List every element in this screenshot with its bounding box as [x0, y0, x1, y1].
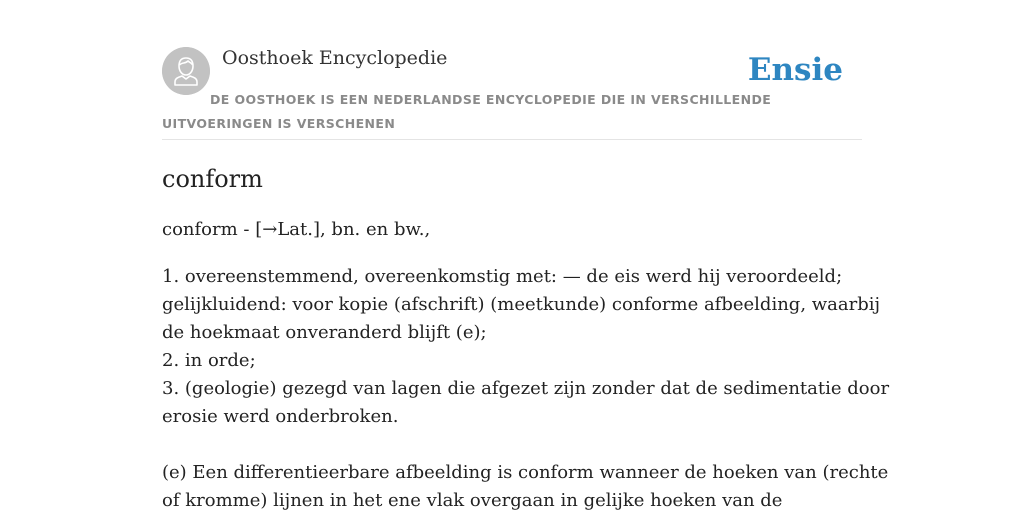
content-column — [162, 0, 890, 511]
body-line: of kromme) lijnen in het ene vlak overgaan in gelijke hoeken van de — [162, 490, 783, 511]
entry-body — [162, 263, 890, 512]
body-line: gelijkluidend: voor kopie (afschrift) (meetkunde) conforme afbeelding, waarbij — [162, 294, 881, 315]
body-line: 1. overeenstemmend, overeenkomstig met: — de eis werd hij veroordeeld; — [162, 266, 843, 287]
definition-line: conform - [→Lat.], bn. en bw., — [162, 219, 431, 240]
body-line: 3. (geologie) gezegd van lagen die afgezet zijn zonder dat de sedimentatie door — [162, 378, 890, 399]
body-line: erosie werd onderbroken. — [162, 406, 399, 427]
body-line: de hoekmaat onveranderd blijft (e); — [162, 322, 487, 343]
author-name[interactable]: Oosthoek Encyclopedie — [222, 47, 448, 69]
brand-logo-link[interactable]: Ensie — [747, 52, 843, 88]
body-line: 2. in orde; — [162, 350, 256, 371]
entry-header — [162, 0, 862, 140]
author-description: DE OOSTHOEK IS EEN NEDERLANDSE ENCYCLOPEDIE DIE IN VERSCHILLENDE UITVOERINGEN IS VERSCHENEN — [162, 92, 772, 131]
paragraph-gap — [162, 431, 862, 459]
entry-headword: conform — [162, 165, 263, 193]
body-line: (e) Een differentieerbare afbeelding is conform wanneer de hoeken van (rechte — [162, 462, 889, 483]
entry-definition — [162, 216, 862, 244]
